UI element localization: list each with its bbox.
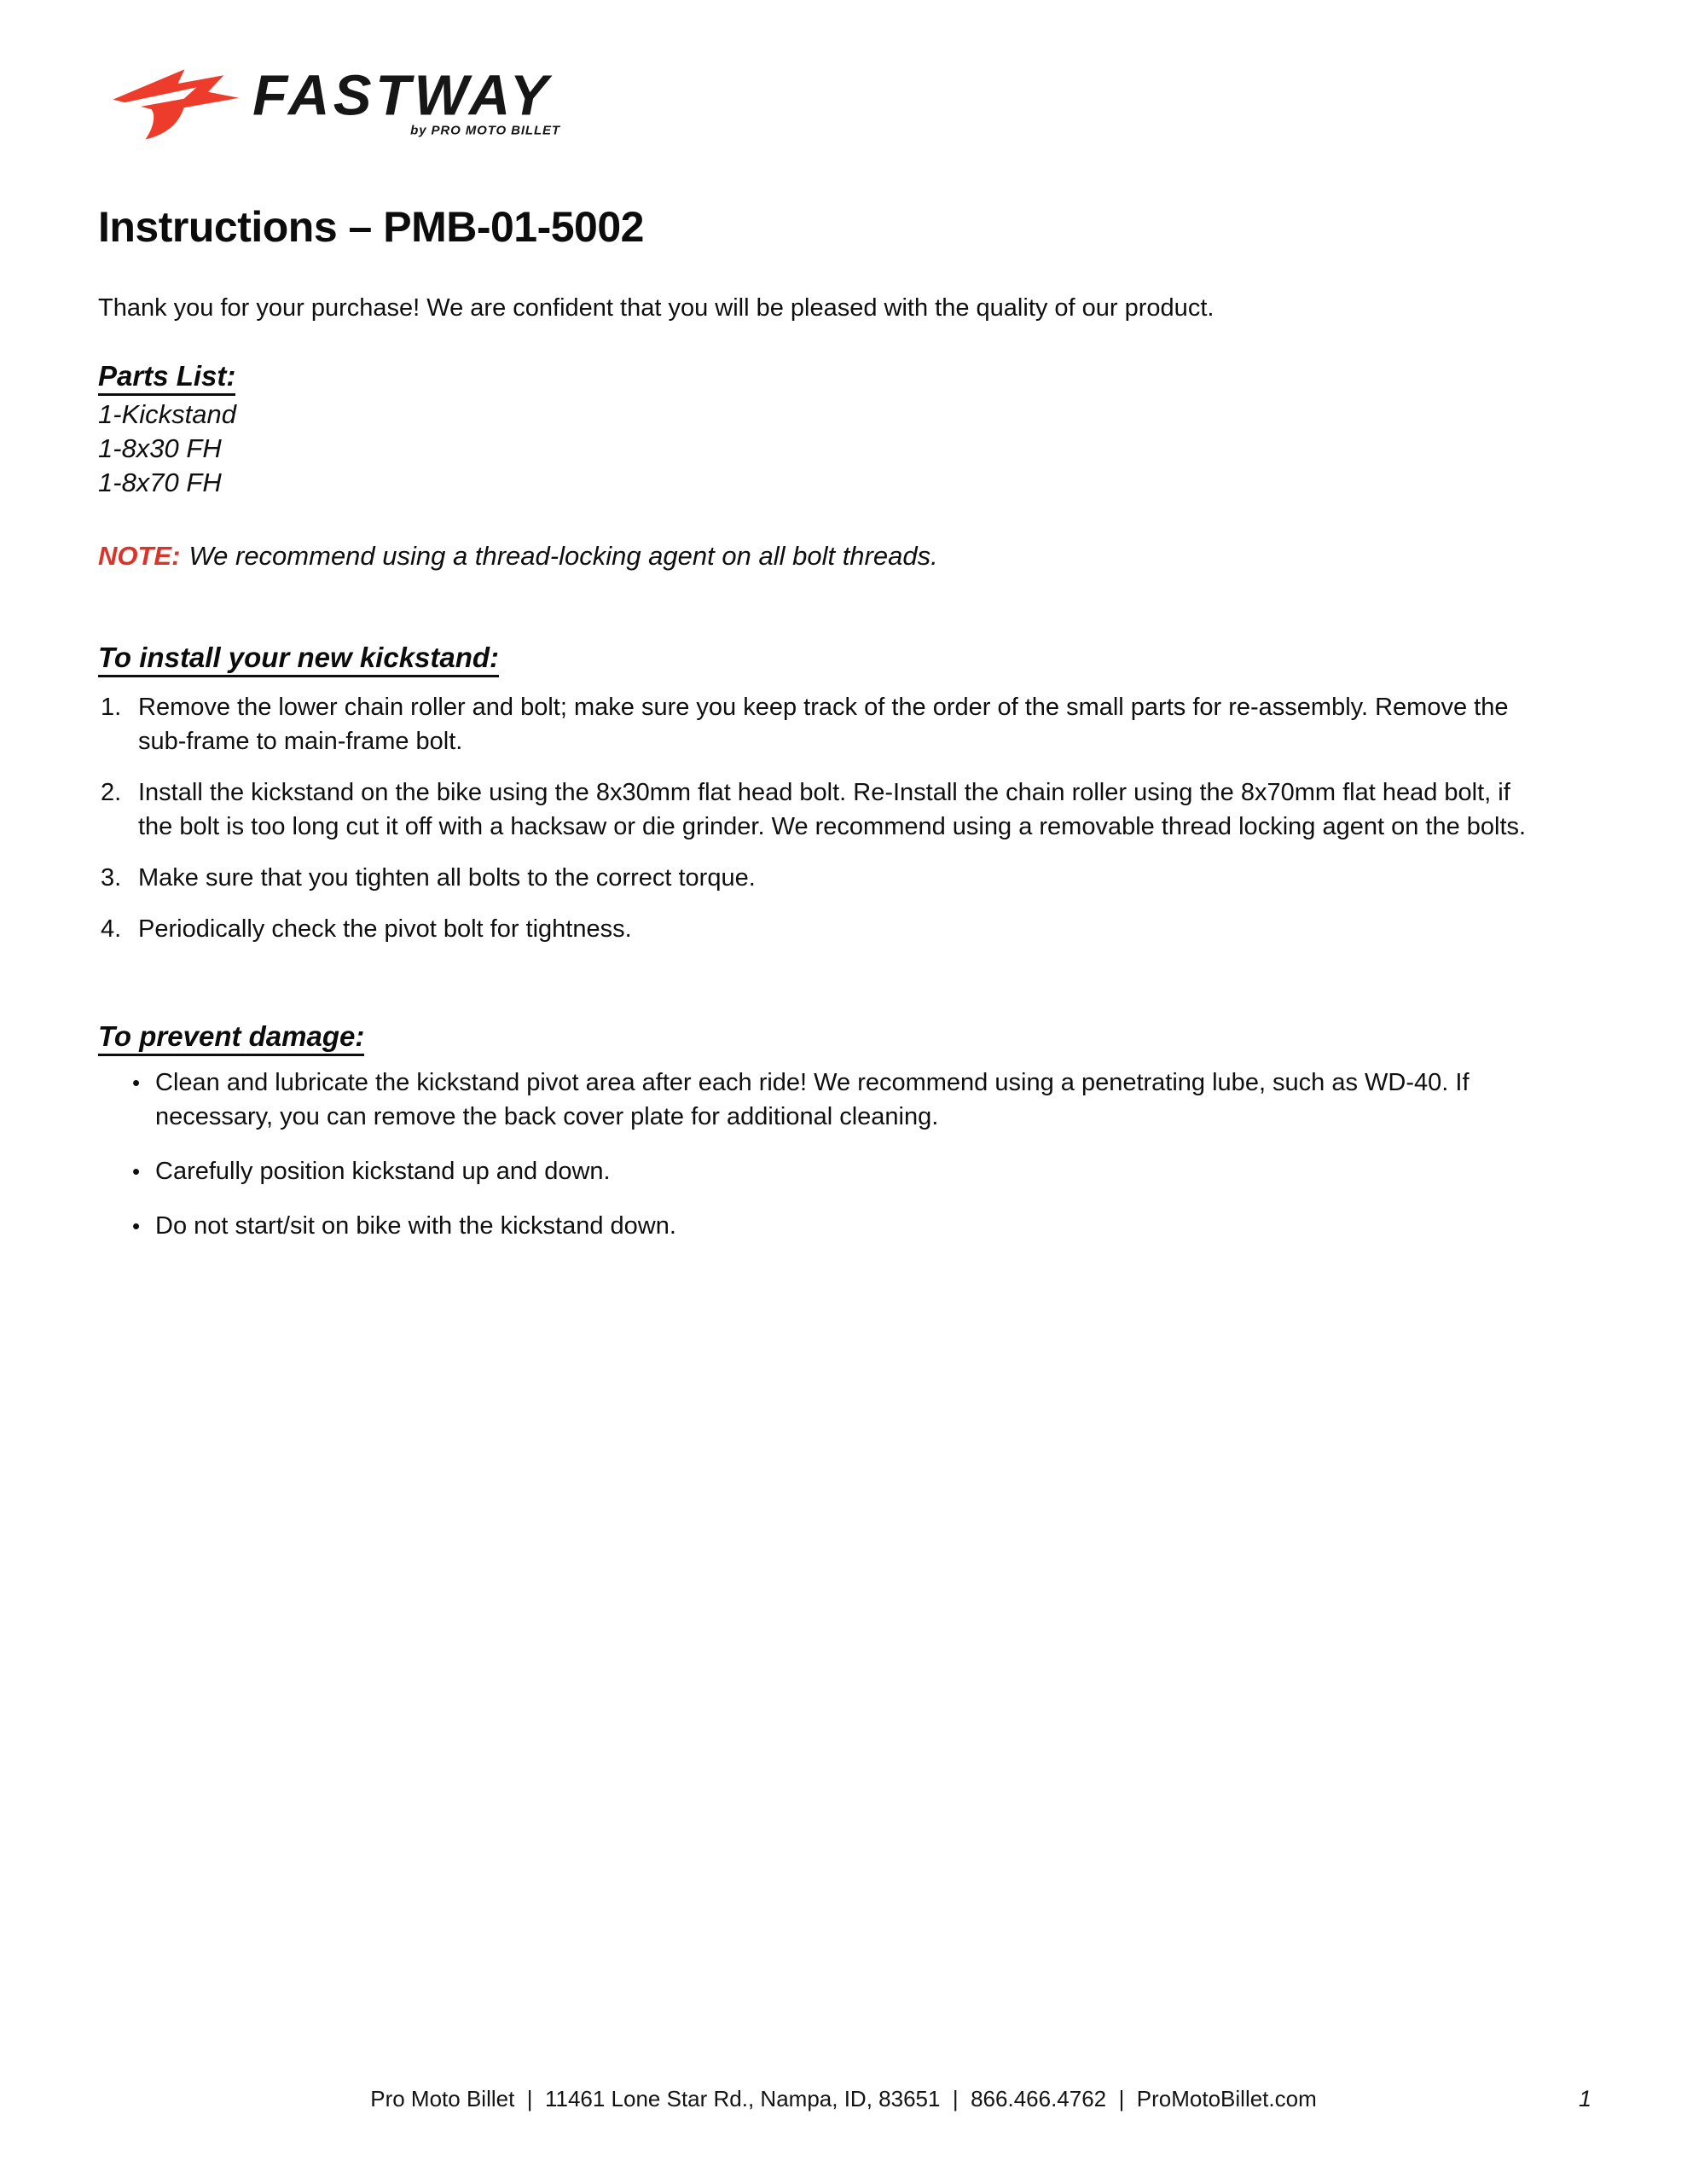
prevent-bullet: • Do not start/sit on bike with the kickstand down. bbox=[98, 1209, 1567, 1243]
parts-list-heading bbox=[98, 358, 1586, 393]
parts-list-item: 1-Kickstand bbox=[98, 398, 236, 429]
install-step: Make sure that you tighten all bolts to the correct torque. bbox=[138, 863, 756, 892]
logo-byline-text: by PRO MOTO BILLET bbox=[410, 123, 561, 138]
parts-list bbox=[98, 398, 1586, 500]
parts-list-heading-text: Parts List: bbox=[98, 360, 235, 396]
note-label: NOTE: bbox=[98, 540, 181, 571]
intro-paragraph: Thank you for your purchase! We are confident that you will be pleased with the quality of our product. bbox=[98, 294, 1215, 322]
fastway-logo-icon bbox=[98, 64, 591, 142]
parts-list-item: 1-8x30 FH bbox=[98, 433, 222, 463]
page-number: 1 bbox=[1578, 2086, 1591, 2111]
prevent-bullet: • Clean and lubricate the kickstand pivot area after each ride! We recommend using a penetrating lube, such as WD-40. If necessary, you can remove the back cover plate for additional cleaning. bbox=[98, 1066, 1567, 1134]
prevent-bullet: • Carefully position kickstand up and down. bbox=[98, 1154, 1567, 1188]
install-step: Install the kickstand on the bike using the 8x30mm flat head bolt. Re-Install the chain roller using the 8x70mm flat head bolt, if the bolt is too long cut it off with a hacksaw or die grinder. We recommend using a removable thread locking agent on the bolts. bbox=[138, 778, 1527, 840]
prevent-bullets bbox=[98, 1066, 1586, 1243]
install-steps bbox=[98, 690, 1586, 946]
logo-brand-text: FASTWAY bbox=[252, 64, 552, 128]
logo-emblem-icon bbox=[111, 69, 239, 139]
logo bbox=[98, 64, 1586, 142]
install-step: Remove the lower chain roller and bolt; make sure you keep track of the order of the small parts for re-assembly. Remove the sub-frame to main-frame bolt. bbox=[138, 693, 1509, 755]
note-text: We recommend using a thread-locking agent on all bolt threads. bbox=[188, 540, 938, 571]
note-paragraph bbox=[98, 539, 1586, 573]
install-step: Periodically check the pivot bolt for tightness. bbox=[138, 915, 632, 943]
page-title: Instructions – PMB-01-5002 bbox=[98, 203, 644, 251]
parts-list-item: 1-8x70 FH bbox=[98, 467, 222, 497]
prevent-heading-text: To prevent damage: bbox=[98, 1020, 364, 1056]
footer-contact: Pro Moto Billet | 11461 Lone Star Rd., Nampa, ID, 83651 | 866.466.4762 | ProMotoBillet.com bbox=[370, 2086, 1317, 2111]
install-heading bbox=[98, 640, 1586, 675]
prevent-heading bbox=[98, 1019, 1586, 1054]
install-heading-text: To install your new kickstand: bbox=[98, 642, 499, 677]
